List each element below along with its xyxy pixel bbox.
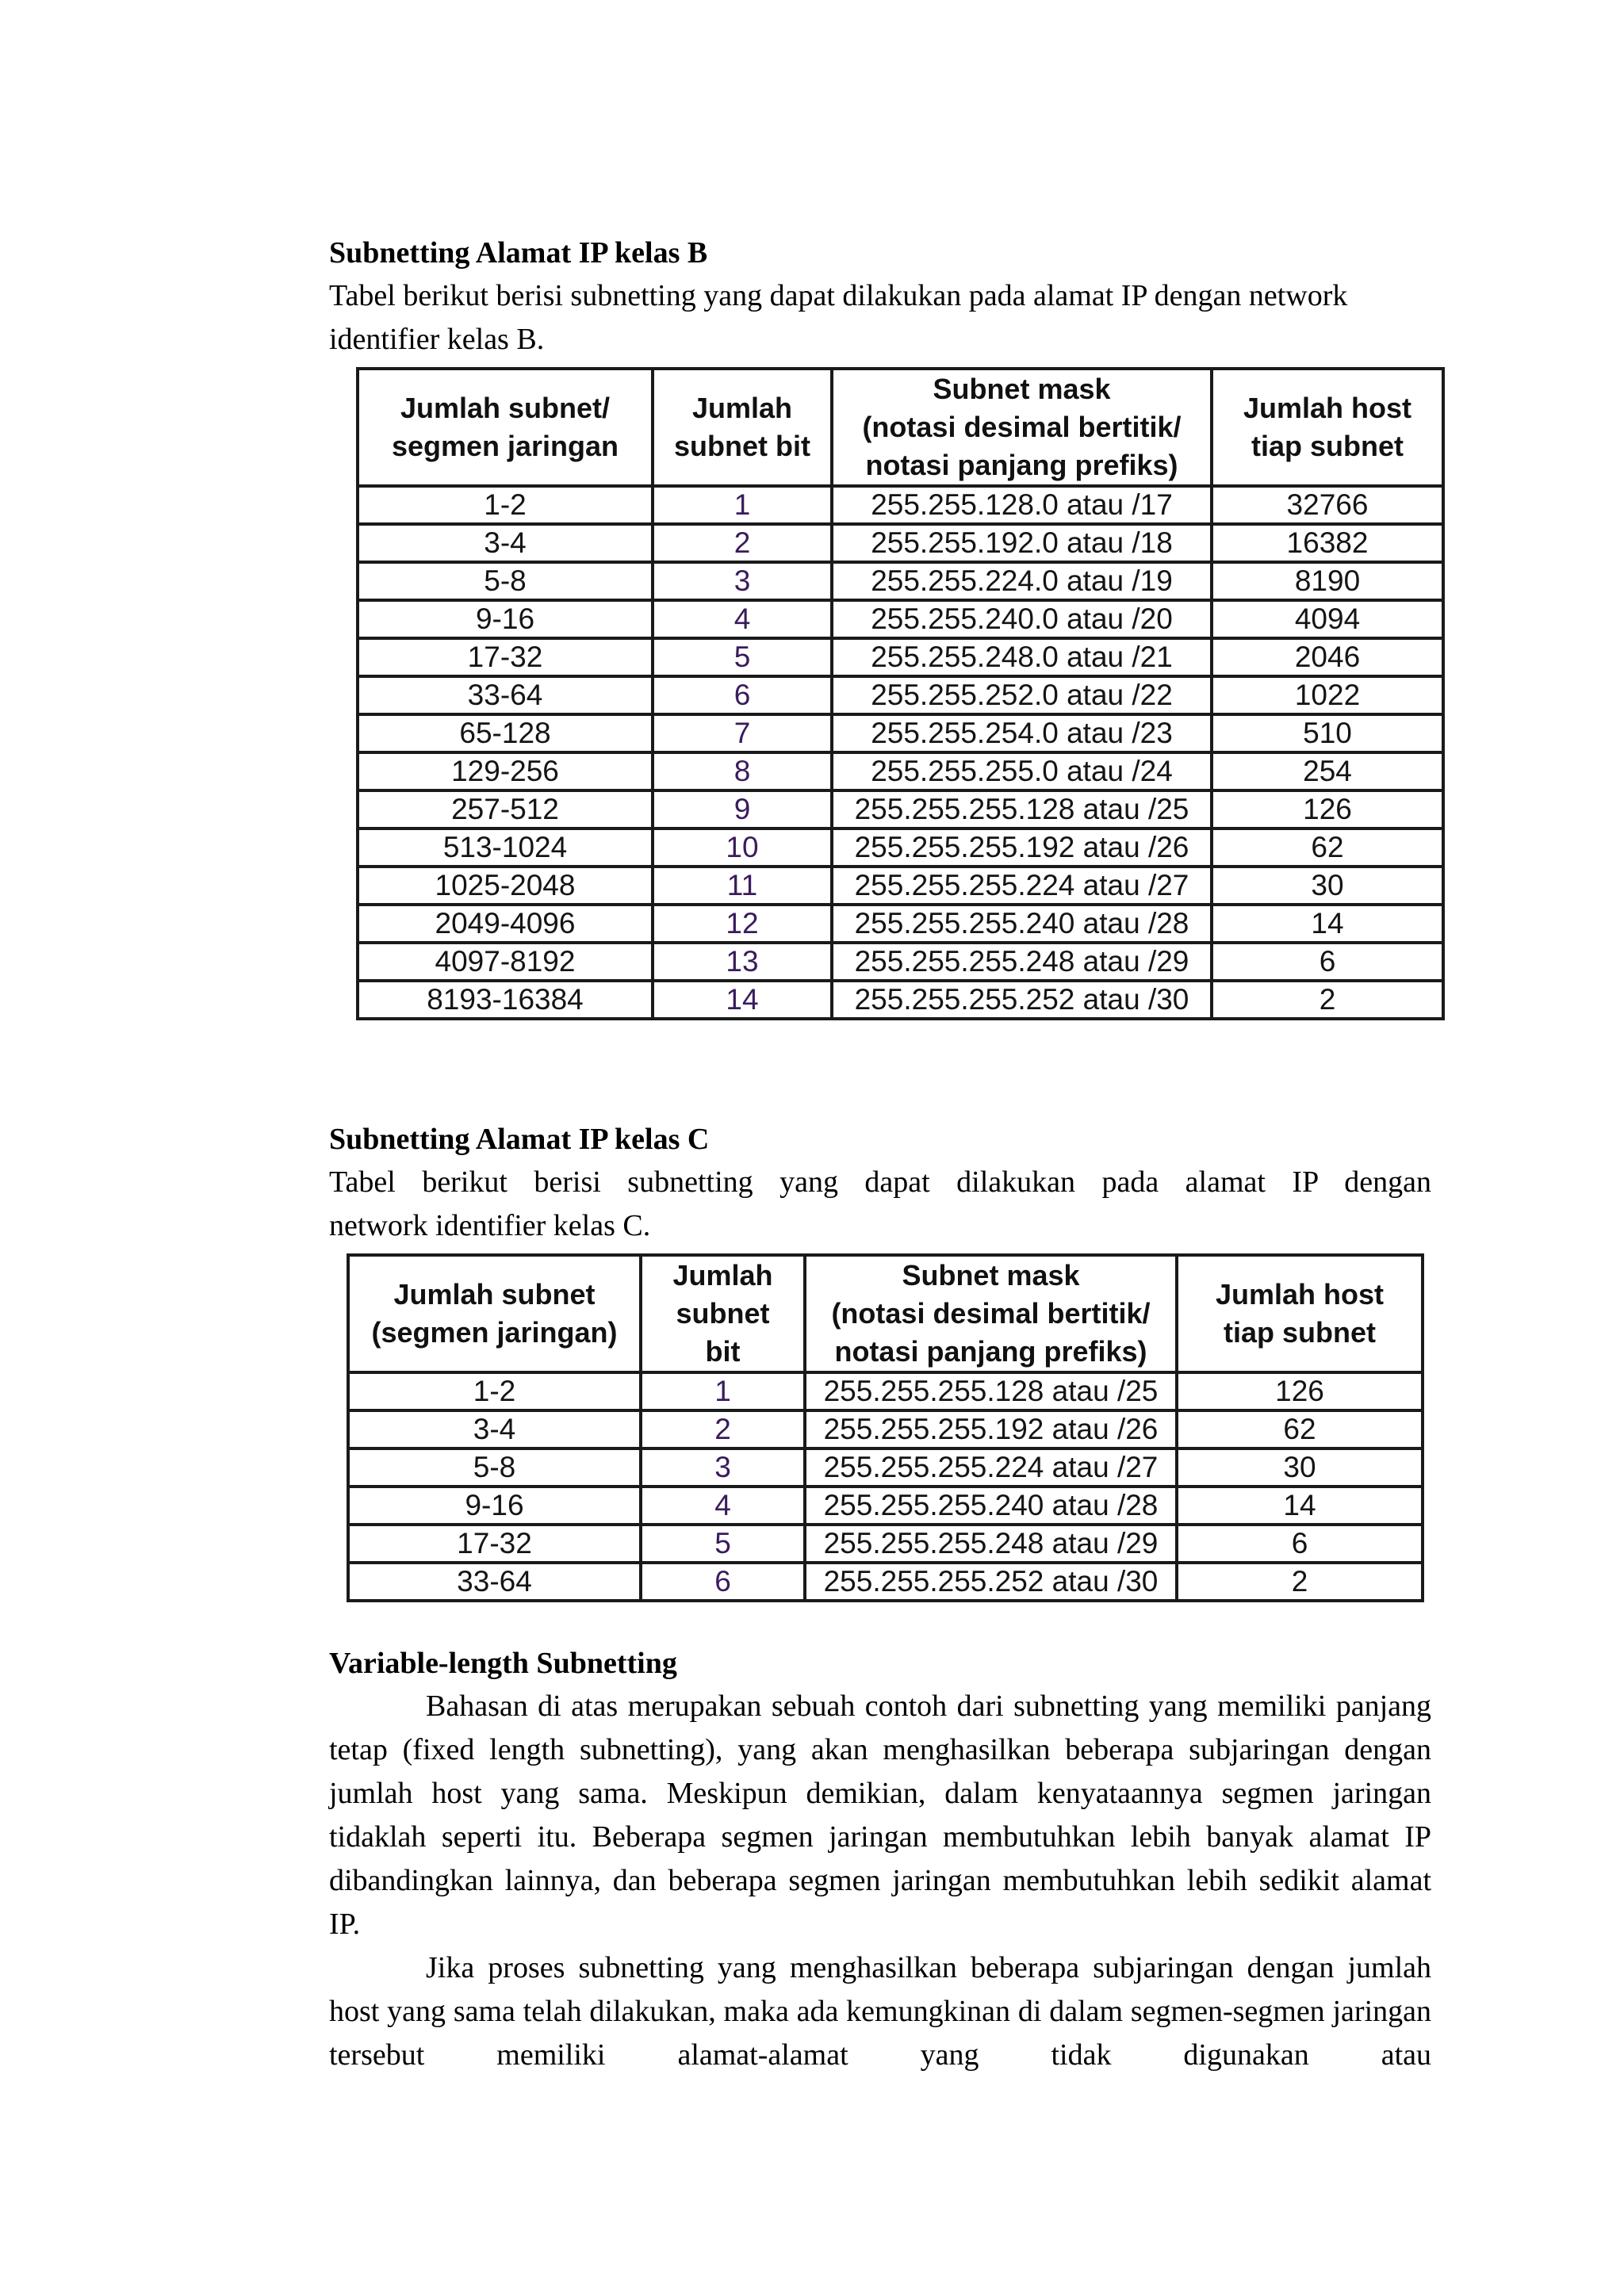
table-row — [348, 1487, 1423, 1525]
cell-jumlah-subnet: 1-2 — [358, 486, 653, 524]
cell-subnet-bit: 2 — [641, 1410, 805, 1448]
cell-subnet-mask: 255.255.224.0 atau /19 — [832, 562, 1212, 600]
section-c-heading: Subnetting Alamat IP kelas C — [329, 1123, 710, 1156]
cell-jumlah-subnet: 5-8 — [348, 1448, 641, 1487]
cell-subnet-mask: 255.255.255.192 atau /26 — [805, 1410, 1177, 1448]
table-row — [348, 1525, 1423, 1563]
section-variable-length — [329, 1642, 1431, 2076]
table-row — [358, 486, 1443, 524]
cell-subnet-bit: 5 — [653, 638, 832, 676]
cell-subnet-mask: 255.255.240.0 atau /20 — [832, 600, 1212, 638]
cell-subnet-mask: 255.255.255.252 atau /30 — [805, 1563, 1177, 1601]
cell-subnet-mask: 255.255.255.128 atau /25 — [832, 790, 1212, 828]
header-subnet-mask: Subnet mask (notasi desimal bertitik/ notasi panjang prefiks) — [832, 369, 1212, 486]
cell-jumlah-host: 30 — [1212, 867, 1443, 905]
section-b-intro: Tabel berikut berisi subnetting yang dapat dilakukan pada alamat IP dengan network identifier kelas B. — [329, 279, 1348, 356]
table-row — [358, 981, 1443, 1019]
cell-jumlah-host: 254 — [1212, 752, 1443, 790]
cell-subnet-mask: 255.255.255.248 atau /29 — [832, 943, 1212, 981]
cell-subnet-bit: 1 — [653, 486, 832, 524]
class-b-subnet-table — [356, 367, 1445, 1020]
cell-jumlah-subnet: 65-128 — [358, 714, 653, 752]
cell-subnet-bit: 3 — [641, 1448, 805, 1487]
section-class-b — [329, 232, 1431, 362]
cell-subnet-bit: 1 — [641, 1372, 805, 1410]
cell-subnet-bit: 14 — [653, 981, 832, 1019]
table-header-row — [358, 369, 1443, 486]
cell-jumlah-subnet: 129-256 — [358, 752, 653, 790]
cell-jumlah-subnet: 9-16 — [348, 1487, 641, 1525]
section-vls-paragraph-1: Bahasan di atas merupakan sebuah contoh dari subnetting yang memiliki panjang tetap (fixed length subnetting), yang akan menghasilkan beberapa subjaringan dengan jumlah host yang sama. Meskipun demikian, dalam kenyataannya segmen jaringan tidaklah seperti itu. Beberapa segmen jaringan membutuhkan lebih banyak alamat IP dibandingkan lainnya, dan beberapa segmen jaringan membutuhkan lebih sedikit alamat IP. — [329, 1689, 1431, 1941]
cell-jumlah-subnet: 4097-8192 — [358, 943, 653, 981]
cell-subnet-bit: 6 — [653, 676, 832, 714]
cell-subnet-bit: 5 — [641, 1525, 805, 1563]
cell-subnet-bit: 11 — [653, 867, 832, 905]
cell-subnet-mask: 255.255.255.224 atau /27 — [832, 867, 1212, 905]
table-row — [358, 714, 1443, 752]
cell-subnet-mask: 255.255.192.0 atau /18 — [832, 524, 1212, 562]
cell-jumlah-subnet: 1025-2048 — [358, 867, 653, 905]
cell-subnet-mask: 255.255.255.248 atau /29 — [805, 1525, 1177, 1563]
table-row — [358, 638, 1443, 676]
table-row — [348, 1410, 1423, 1448]
cell-jumlah-host: 1022 — [1212, 676, 1443, 714]
header-subnet-bit: Jumlah subnet bit — [653, 369, 832, 486]
cell-jumlah-subnet: 1-2 — [348, 1372, 641, 1410]
cell-jumlah-subnet: 3-4 — [348, 1410, 641, 1448]
header-jumlah-host: Jumlah host tiap subnet — [1177, 1255, 1423, 1372]
cell-jumlah-host: 14 — [1212, 905, 1443, 943]
cell-subnet-mask: 255.255.255.240 atau /28 — [805, 1487, 1177, 1525]
cell-jumlah-subnet: 9-16 — [358, 600, 653, 638]
cell-jumlah-host: 62 — [1177, 1410, 1423, 1448]
cell-subnet-bit: 13 — [653, 943, 832, 981]
cell-subnet-bit: 3 — [653, 562, 832, 600]
table-row — [358, 752, 1443, 790]
cell-jumlah-host: 32766 — [1212, 486, 1443, 524]
table-row — [358, 943, 1443, 981]
cell-subnet-bit: 2 — [653, 524, 832, 562]
table-row — [358, 562, 1443, 600]
cell-subnet-bit: 4 — [641, 1487, 805, 1525]
header-jumlah-subnet: Jumlah subnet/ segmen jaringan — [358, 369, 653, 486]
table-row — [358, 676, 1443, 714]
cell-jumlah-host: 30 — [1177, 1448, 1423, 1487]
table-row — [358, 828, 1443, 867]
cell-jumlah-host: 4094 — [1212, 600, 1443, 638]
section-c-intro-line1: Tabel berikut berisi subnetting yang dapat dilakukan pada alamat IP dengan — [329, 1165, 1431, 1199]
cell-subnet-mask: 255.255.255.240 atau /28 — [832, 905, 1212, 943]
cell-jumlah-subnet: 513-1024 — [358, 828, 653, 867]
table-row — [348, 1372, 1423, 1410]
table-row — [358, 600, 1443, 638]
cell-subnet-mask: 255.255.255.224 atau /27 — [805, 1448, 1177, 1487]
cell-subnet-mask: 255.255.252.0 atau /22 — [832, 676, 1212, 714]
header-jumlah-host: Jumlah host tiap subnet — [1212, 369, 1443, 486]
cell-jumlah-subnet: 5-8 — [358, 562, 653, 600]
cell-subnet-bit: 4 — [653, 600, 832, 638]
table-row — [358, 905, 1443, 943]
cell-jumlah-host: 126 — [1177, 1372, 1423, 1410]
cell-jumlah-subnet: 33-64 — [358, 676, 653, 714]
table-row — [348, 1448, 1423, 1487]
section-b-heading: Subnetting Alamat IP kelas B — [329, 236, 708, 270]
cell-subnet-mask: 255.255.254.0 atau /23 — [832, 714, 1212, 752]
cell-jumlah-subnet: 17-32 — [348, 1525, 641, 1563]
section-vls-paragraph-2: Jika proses subnetting yang menghasilkan beberapa subjaringan dengan jumlah host yang sama telah dilakukan, maka ada kemungkinan di dalam segmen-segmen jaringan tersebut memiliki alamat-alamat yang tidak digunakan atau — [329, 1951, 1431, 2072]
cell-jumlah-host: 2046 — [1212, 638, 1443, 676]
cell-subnet-mask: 255.255.248.0 atau /21 — [832, 638, 1212, 676]
cell-subnet-bit: 8 — [653, 752, 832, 790]
table-row — [348, 1563, 1423, 1601]
cell-subnet-mask: 255.255.255.252 atau /30 — [832, 981, 1212, 1019]
cell-jumlah-host: 8190 — [1212, 562, 1443, 600]
cell-subnet-mask: 255.255.255.128 atau /25 — [805, 1372, 1177, 1410]
cell-jumlah-host: 14 — [1177, 1487, 1423, 1525]
section-vls-heading: Variable-length Subnetting — [329, 1647, 677, 1680]
table-header-row — [348, 1255, 1423, 1372]
cell-jumlah-host: 62 — [1212, 828, 1443, 867]
table-row — [358, 524, 1443, 562]
header-subnet-bit: Jumlah subnet bit — [641, 1255, 805, 1372]
header-jumlah-subnet: Jumlah subnet (segmen jaringan) — [348, 1255, 641, 1372]
class-b-table-body — [358, 486, 1443, 1019]
cell-jumlah-host: 16382 — [1212, 524, 1443, 562]
cell-jumlah-host: 2 — [1212, 981, 1443, 1019]
table-row — [358, 867, 1443, 905]
cell-subnet-mask: 255.255.128.0 atau /17 — [832, 486, 1212, 524]
cell-jumlah-host: 6 — [1177, 1525, 1423, 1563]
section-class-c — [329, 1118, 1431, 1248]
cell-jumlah-subnet: 8193-16384 — [358, 981, 653, 1019]
cell-jumlah-subnet: 3-4 — [358, 524, 653, 562]
cell-subnet-bit: 12 — [653, 905, 832, 943]
class-c-subnet-table — [347, 1253, 1424, 1602]
class-c-table-body — [348, 1372, 1423, 1601]
cell-jumlah-host: 126 — [1212, 790, 1443, 828]
cell-jumlah-subnet: 33-64 — [348, 1563, 641, 1601]
cell-jumlah-host: 2 — [1177, 1563, 1423, 1601]
cell-subnet-mask: 255.255.255.192 atau /26 — [832, 828, 1212, 867]
cell-jumlah-host: 510 — [1212, 714, 1443, 752]
cell-jumlah-subnet: 17-32 — [358, 638, 653, 676]
cell-subnet-bit: 6 — [641, 1563, 805, 1601]
table-row — [358, 790, 1443, 828]
cell-jumlah-subnet: 257-512 — [358, 790, 653, 828]
cell-jumlah-subnet: 2049-4096 — [358, 905, 653, 943]
cell-subnet-mask: 255.255.255.0 atau /24 — [832, 752, 1212, 790]
cell-subnet-bit: 7 — [653, 714, 832, 752]
header-subnet-mask: Subnet mask (notasi desimal bertitik/ notasi panjang prefiks) — [805, 1255, 1177, 1372]
cell-jumlah-host: 6 — [1212, 943, 1443, 981]
cell-subnet-bit: 9 — [653, 790, 832, 828]
section-c-intro-line2: network identifier kelas C. — [329, 1209, 651, 1242]
cell-subnet-bit: 10 — [653, 828, 832, 867]
